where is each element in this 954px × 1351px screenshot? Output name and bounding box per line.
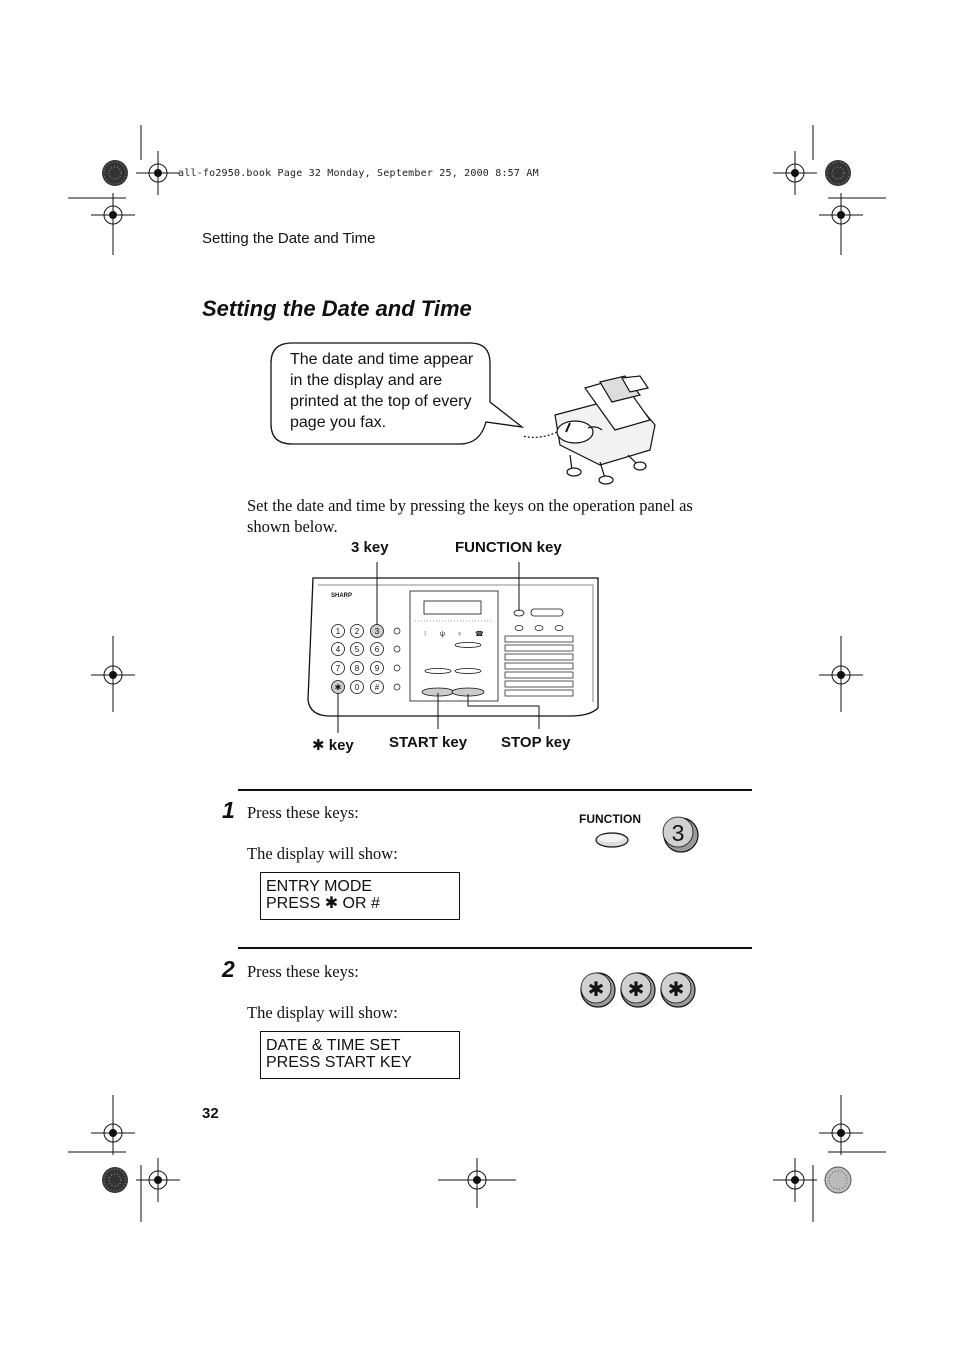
svg-text:2: 2 bbox=[354, 627, 360, 636]
step-display-intro: The display will show: bbox=[247, 1003, 398, 1022]
display-line: DATE & TIME SET bbox=[266, 1037, 401, 1054]
svg-text:4: 4 bbox=[335, 645, 341, 654]
section-title: Setting the Date and Time bbox=[202, 296, 472, 321]
panel-brand: SHARP bbox=[331, 593, 353, 599]
label-stop-key: STOP key bbox=[501, 734, 571, 751]
svg-text:1: 1 bbox=[335, 627, 341, 636]
label-3-key: 3 key bbox=[351, 539, 389, 556]
star-key-icon bbox=[661, 973, 695, 1007]
file-header: all-fo2950.book Page 32 Monday, September 25, 2000 8:57 AM bbox=[178, 168, 539, 179]
step-number: 1 bbox=[222, 797, 235, 823]
svg-text:3: 3 bbox=[671, 820, 685, 846]
svg-text:♀: ♀ bbox=[457, 631, 463, 638]
svg-text:5: 5 bbox=[354, 645, 360, 654]
svg-text:✱: ✱ bbox=[334, 683, 342, 692]
svg-text:✱: ✱ bbox=[667, 977, 685, 1001]
svg-text:9: 9 bbox=[374, 664, 380, 673]
label-star-key-text: key bbox=[328, 737, 354, 754]
svg-text:8: 8 bbox=[354, 664, 360, 673]
svg-text:6: 6 bbox=[374, 645, 380, 654]
label-function-key: FUNCTION key bbox=[455, 539, 562, 556]
svg-text:7: 7 bbox=[335, 664, 341, 673]
intro-paragraph: Set the date and time by pressing the keys on the operation panel as shown below. bbox=[247, 496, 693, 536]
label-start-key: START key bbox=[389, 734, 468, 751]
display-line: ENTRY MODE bbox=[266, 878, 373, 895]
step-instruction: Press these keys: bbox=[247, 803, 359, 822]
star-key-icon bbox=[621, 973, 655, 1007]
svg-text:✱: ✱ bbox=[587, 977, 605, 1001]
star-key-icon bbox=[581, 973, 615, 1007]
display-line: PRESS START KEY bbox=[266, 1054, 412, 1071]
function-key-label: FUNCTION bbox=[579, 812, 641, 826]
svg-text:3: 3 bbox=[374, 627, 380, 636]
svg-text:✱: ✱ bbox=[627, 977, 645, 1001]
svg-text:0: 0 bbox=[354, 683, 360, 692]
running-head: Setting the Date and Time bbox=[202, 230, 376, 247]
svg-text:☎: ☎ bbox=[475, 631, 484, 638]
svg-text:#: # bbox=[374, 683, 380, 692]
step-display-intro: The display will show: bbox=[247, 844, 398, 863]
svg-text:ψ: ψ bbox=[440, 631, 445, 638]
display-line: PRESS ✱ OR # bbox=[266, 895, 380, 912]
page-number: 32 bbox=[202, 1105, 219, 1122]
asterisk-icon: ✱ bbox=[312, 737, 325, 754]
callout-text: The date and time appear in the display and are printed at the top of every page you fax. bbox=[290, 351, 474, 431]
step-instruction: Press these keys: bbox=[247, 962, 359, 981]
step-number: 2 bbox=[222, 956, 235, 982]
svg-text:⁝: ⁝ bbox=[424, 631, 427, 638]
